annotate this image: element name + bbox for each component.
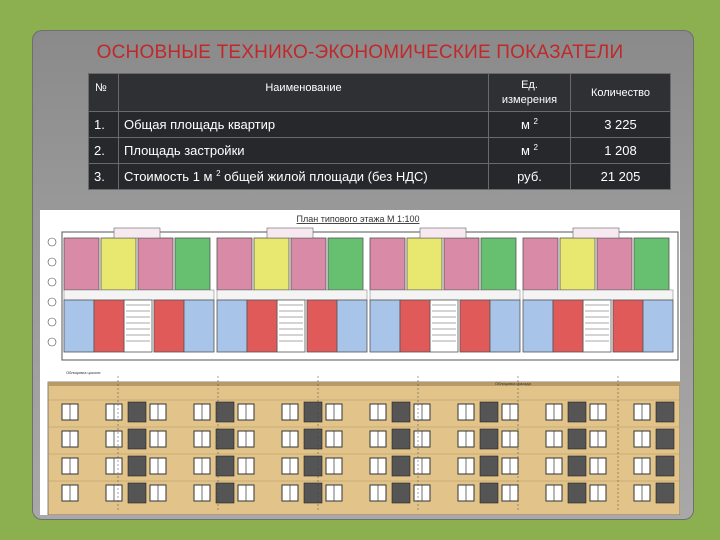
facade-balcony — [128, 456, 146, 476]
row-quantity: 3 225 — [571, 112, 671, 138]
facade-balcony — [216, 402, 234, 422]
plan-room-bottom — [307, 300, 337, 352]
plan-room-bottom — [553, 300, 583, 352]
table-header-row — [89, 74, 671, 112]
indicators-table — [88, 73, 671, 190]
plan-room-top — [407, 238, 442, 290]
facade-balcony — [656, 483, 674, 503]
facade-balcony — [128, 429, 146, 449]
header-unit-line1: Ед. — [521, 78, 538, 91]
facade-elevation — [48, 376, 680, 515]
facade-balcony — [392, 429, 410, 449]
plan-title: План типового этажа М 1:100 — [296, 214, 420, 224]
row-quantity: 1 208 — [571, 138, 671, 164]
plan-room-bottom — [184, 300, 214, 352]
page-title: ОСНОВНЫЕ ТЕХНИКО-ЭКОНОМИЧЕСКИЕ ПОКАЗАТЕЛИ — [96, 42, 624, 63]
row-name: Общая площадь квартир — [119, 112, 489, 138]
facade-balcony — [304, 429, 322, 449]
plan-room-bottom — [490, 300, 520, 352]
facade-balcony — [392, 402, 410, 422]
row-name: Стоимость 1 м $^2$ общей жилой площади (без НДС) — [119, 164, 489, 190]
facade-note-left: Облицовка цоколя — [66, 370, 101, 375]
plan-balcony — [267, 228, 313, 238]
plan-room-top — [597, 238, 632, 290]
axis-marker — [48, 338, 56, 346]
axis-marker — [48, 238, 56, 246]
plan-corridor — [523, 290, 673, 300]
plan-balcony — [114, 228, 160, 238]
plan-corridor — [217, 290, 367, 300]
plan-room-top — [254, 238, 289, 290]
header-name: Наименование — [119, 74, 489, 112]
facade-balcony — [656, 402, 674, 422]
facade-balcony — [480, 456, 498, 476]
plan-room-bottom — [247, 300, 277, 352]
facade-balcony — [568, 483, 586, 503]
plan-corridor — [64, 290, 214, 300]
facade-balcony — [480, 402, 498, 422]
facade-balcony — [480, 483, 498, 503]
building-drawing — [40, 210, 680, 515]
plan-room-bottom — [217, 300, 247, 352]
plan-room-top — [175, 238, 210, 290]
row-quantity: 21 205 — [571, 164, 671, 190]
plan-room-top — [634, 238, 669, 290]
axis-marker — [48, 298, 56, 306]
facade-balcony — [392, 456, 410, 476]
axis-marker — [48, 278, 56, 286]
facade-balcony — [304, 402, 322, 422]
plan-room-bottom — [643, 300, 673, 352]
drawing-canvas — [40, 210, 680, 515]
plan-room-top — [138, 238, 173, 290]
facade-balcony — [568, 456, 586, 476]
axis-marker — [48, 318, 56, 326]
plan-room-bottom — [523, 300, 553, 352]
row-unit: руб. — [489, 164, 571, 190]
plan-room-top — [370, 238, 405, 290]
plan-room-top — [217, 238, 252, 290]
facade-balcony — [216, 429, 234, 449]
plan-stair — [124, 300, 152, 352]
row-number: 3. — [89, 164, 119, 190]
axis-marker — [48, 258, 56, 266]
plan-room-top — [328, 238, 363, 290]
facade-balcony — [480, 429, 498, 449]
plan-room-bottom — [400, 300, 430, 352]
facade-balcony — [304, 483, 322, 503]
facade-balcony — [216, 456, 234, 476]
floor-plan — [48, 228, 678, 360]
facade-balcony — [568, 429, 586, 449]
plan-room-top — [523, 238, 558, 290]
plan-room-top — [64, 238, 99, 290]
plan-corridor — [370, 290, 520, 300]
plan-balcony — [573, 228, 619, 238]
plan-room-top — [101, 238, 136, 290]
row-unit: м $^2$ — [489, 138, 571, 164]
plan-room-top — [560, 238, 595, 290]
plan-room-bottom — [154, 300, 184, 352]
facade-balcony — [304, 456, 322, 476]
facade-balcony — [656, 456, 674, 476]
facade-balcony — [656, 429, 674, 449]
plan-room-bottom — [64, 300, 94, 352]
plan-room-bottom — [460, 300, 490, 352]
facade-balcony — [216, 483, 234, 503]
row-number: 2. — [89, 138, 119, 164]
facade-note-right: Облицовка фасада — [495, 381, 531, 386]
plan-room-bottom — [613, 300, 643, 352]
facade-balcony — [128, 483, 146, 503]
facade-balcony — [128, 402, 146, 422]
header-quantity: Количество — [571, 74, 671, 112]
plan-stair — [583, 300, 611, 352]
plan-room-bottom — [337, 300, 367, 352]
facade-balcony — [392, 483, 410, 503]
row-unit: м $^2$ — [489, 112, 571, 138]
header-unit-line2: измерения — [501, 93, 558, 106]
table-row — [89, 112, 671, 138]
facade-balcony — [568, 402, 586, 422]
row-name: Площадь застройки — [119, 138, 489, 164]
facade-cornice — [48, 382, 680, 386]
table-row — [89, 164, 671, 190]
plan-stair — [430, 300, 458, 352]
row-number: 1. — [89, 112, 119, 138]
plan-room-bottom — [370, 300, 400, 352]
plan-room-top — [481, 238, 516, 290]
plan-balcony — [420, 228, 466, 238]
plan-room-top — [291, 238, 326, 290]
table-row — [89, 138, 671, 164]
header-number: № — [89, 74, 119, 112]
plan-room-bottom — [94, 300, 124, 352]
plan-room-top — [444, 238, 479, 290]
header-unit — [489, 74, 571, 112]
plan-stair — [277, 300, 305, 352]
